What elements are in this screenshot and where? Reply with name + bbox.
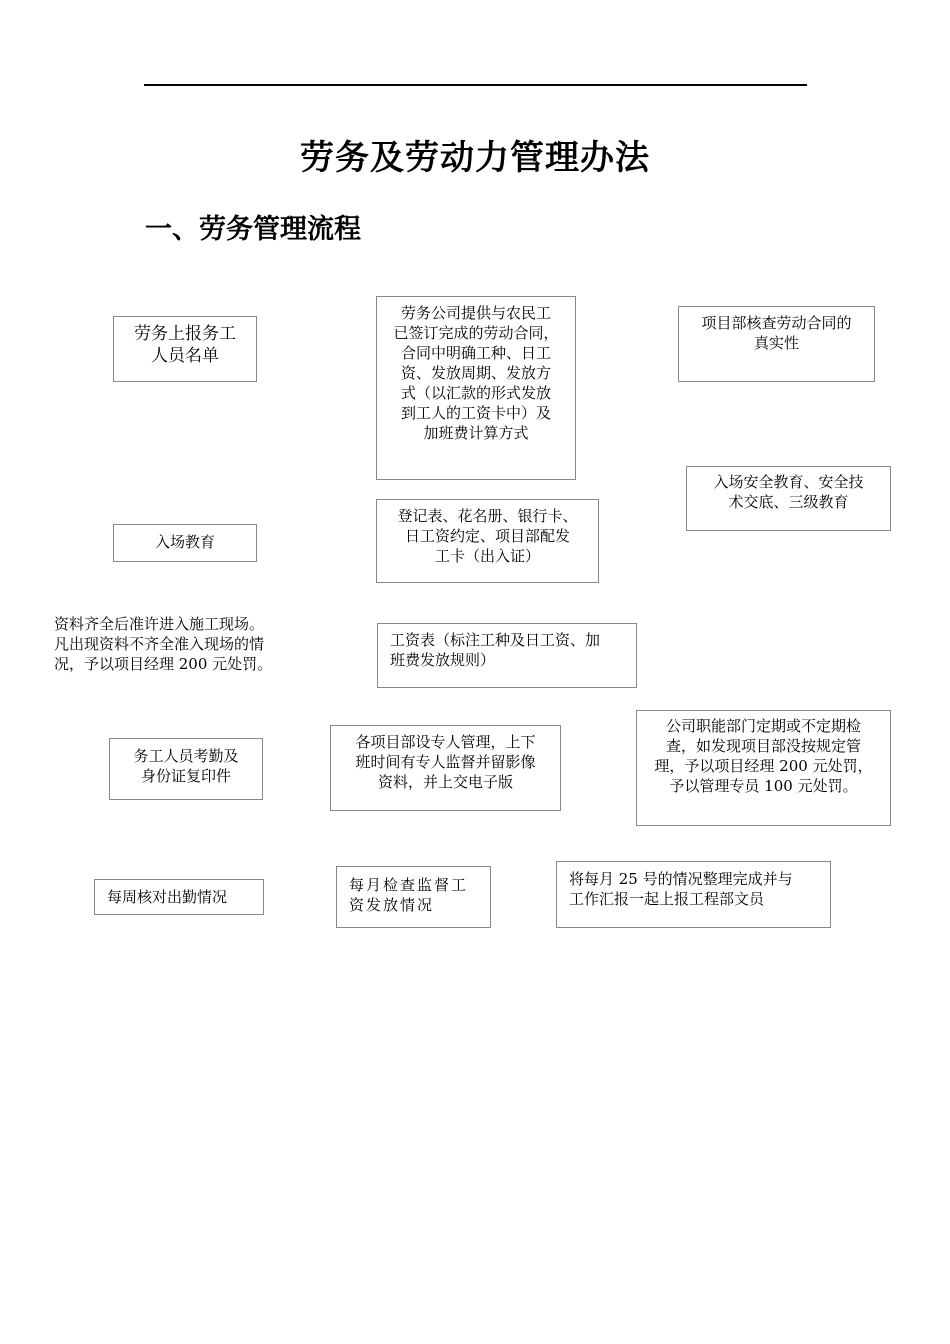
header-rule bbox=[144, 84, 807, 86]
verify-contract-box: 项目部核查劳动合同的 真实性 bbox=[678, 306, 875, 382]
entry-education-box: 入场教育 bbox=[113, 524, 257, 562]
registration-box: 登记表、花名册、银行卡、 日工资约定、项目部配发 工卡（出入证） bbox=[376, 499, 599, 583]
entry-penalty-note: 资料齐全后准许进入施工现场。 凡出现资料不齐全准入现场的情 况，予以项目经理 200 元处罚。 bbox=[54, 615, 273, 673]
safety-education-box: 入场安全教育、安全技 术交底、三级教育 bbox=[686, 466, 891, 531]
document-title: 劳务及劳动力管理办法 bbox=[300, 138, 650, 178]
company-inspection-box: 公司职能部门定期或不定期检 查，如发现项目部没按规定管 理，予以项目经理 200 元处罚， 予以管理专员 100 元处罚。 bbox=[636, 710, 891, 826]
report-workers-box: 劳务上报务工 人员名单 bbox=[113, 316, 257, 382]
dedicated-management-box: 各项目部设专人管理，上下 班时间有专人监督并留影像 资料，并上交电子版 bbox=[330, 725, 561, 811]
attendance-id-box: 务工人员考勤及 身份证复印件 bbox=[109, 738, 263, 800]
section-heading: 一、劳务管理流程 bbox=[145, 214, 361, 245]
monthly-wage-check-box: 每月检查监督工 资发放情况 bbox=[336, 866, 491, 928]
monthly-report-box: 将每月 25 号的情况整理完成并与 工作汇报一起上报工程部文员 bbox=[556, 861, 831, 928]
contract-box: 劳务公司提供与农民工 已签订完成的劳动合同， 合同中明确工种、日工 资、发放周期、发放方 式（以汇款的形式发放 到工人的工资卡中）及 加班费计算方式 bbox=[376, 296, 576, 480]
weekly-attendance-check-box: 每周核对出勤情况 bbox=[94, 879, 264, 915]
wage-sheet-box: 工资表（标注工种及日工资、加 班费发放规则） bbox=[377, 623, 637, 688]
